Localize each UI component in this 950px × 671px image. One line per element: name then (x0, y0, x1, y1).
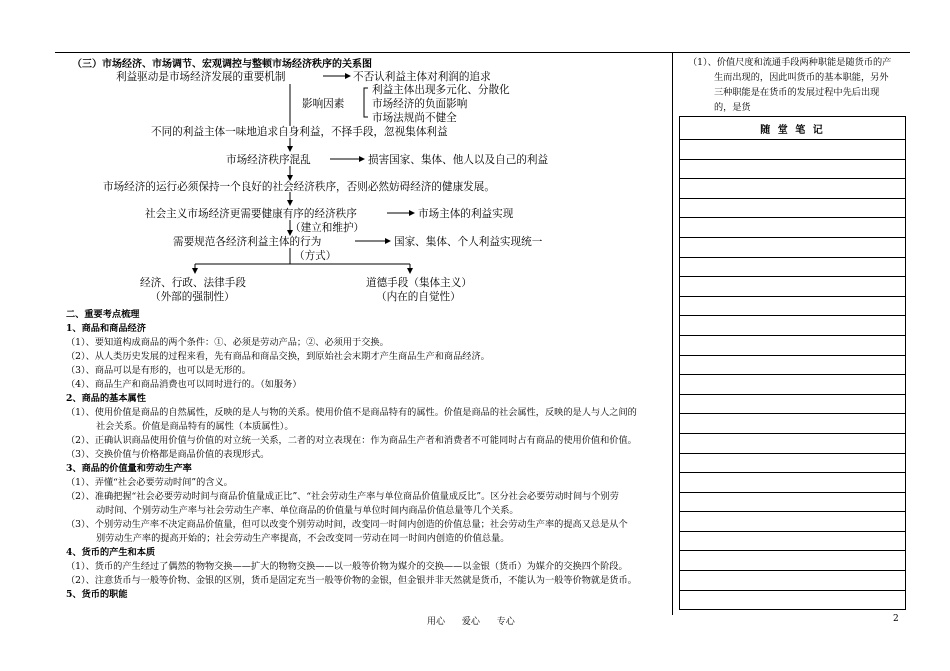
flow-label-establish: （建立和维护） (290, 222, 365, 234)
right-line-2: 生而出现的，因此叫货币的基本职能，另外 (714, 72, 889, 83)
notes-line[interactable] (680, 218, 906, 238)
notes-line[interactable] (680, 551, 906, 571)
flow-label-influence: 影响因素 (302, 98, 345, 110)
para-1-1: （1）、要知道构成商品的两个条件：①、必须是劳动产品；②、必须用于交换。 (66, 337, 389, 348)
flow-node-unity: 国家、集体、个人利益实现统一 (394, 236, 543, 248)
para-3-2: （2）、准确把握“社会必要劳动时间与商品价值量成正比”、“社会劳动生产率与单位商品价值量成反比”。区分社会必要劳动时间与个别劳 (66, 491, 619, 502)
notes-line[interactable] (680, 237, 906, 257)
heading-2: 2、商品的基本属性 (66, 393, 146, 404)
right-line-4: 的，是货 (714, 102, 751, 113)
notes-line[interactable] (680, 198, 906, 218)
section3-title: （三）市场经济、市场调节、宏观调控与整顿市场经济秩序的关系图 (72, 59, 372, 70)
notes-line[interactable] (680, 296, 906, 316)
footer-motto: 用心 爱心 专心 (427, 617, 515, 627)
para-2-1-cont: 社会关系。价值是商品特有的属性（本质属性）。 (96, 421, 294, 432)
notes-line[interactable] (680, 492, 906, 512)
para-4-1: （1）、货币的产生经过了偶然的物物交换——扩大的物物交换——以一般等价物为媒介的交换——以金银（货币）为媒介的交换四个阶段。 (66, 561, 628, 572)
para-2-2: （2）、正确认识商品使用价值与价值的对立统一关系，二者的对立表现在：作为商品生产者和消费者不可能同时占有商品的使用价值和价值。 (66, 435, 637, 446)
notes-line[interactable] (680, 473, 906, 493)
notes-line[interactable] (680, 414, 906, 434)
page-number: 2 (893, 614, 899, 624)
para-1-3: （3）、商品可以是有形的，也可以是无形的。 (66, 365, 251, 376)
para-3-2-cont: 动时间、个别劳动生产率与社会劳动生产率、单位商品的价值量与单位时间内商品价值总量等几个关系。 (96, 505, 519, 516)
flow-node-damage: 损害国家、集体、他人以及自己的利益 (368, 154, 549, 166)
flow-node-external: （外部的强制性） (150, 291, 235, 303)
flow-factor-3: 市场法规尚不健全 (372, 112, 457, 124)
heading-1: 1、商品和商品经济 (66, 323, 146, 334)
notes-line[interactable] (680, 571, 906, 591)
heading-3: 3、商品的价值量和劳动生产率 (66, 463, 192, 474)
notes-line[interactable] (680, 159, 906, 179)
flow-node-legal-means: 经济、行政、法律手段 (140, 277, 246, 289)
flow-node-interest-realization: 市场主体的利益实现 (418, 208, 514, 220)
flow-label-means: （方式） (294, 250, 337, 262)
notes-line[interactable] (680, 590, 906, 610)
flow-node-profit-drive: 利益驱动是市场经济发展的重要机制 (116, 71, 286, 83)
notes-line[interactable] (680, 335, 906, 355)
notes-line[interactable] (680, 316, 906, 336)
notes-line[interactable] (680, 257, 906, 277)
flow-node-self-interest: 不同的利益主体一味地追求自身利益，不择手段，忽视集体利益 (151, 126, 448, 138)
notes-line[interactable] (680, 355, 906, 375)
notes-line[interactable] (680, 531, 906, 551)
section2-title: 二、重要考点梳理 (66, 309, 140, 320)
flow-diagram-lines (0, 0, 672, 310)
flow-factor-1: 利益主体出现多元化、分散化 (372, 84, 510, 96)
right-line-3: 三种职能是在货币的发展过程中先后出现 (714, 87, 880, 98)
flow-node-good-order: 市场经济的运行必须保持一个良好的社会经济秩序，否则必然妨碍经济的健康发展。 (103, 181, 495, 193)
para-3-1: （1）、弄懂“社会必要劳动时间”的含义。 (66, 477, 233, 488)
para-1-4: （4）、商品生产和商品消费也可以同时进行的。（如服务） (66, 379, 302, 390)
para-3-3-cont: 别劳动生产率的提高开始的；社会劳动生产率提高，不会改变同一劳动在同一时间内创造的价值总量。 (96, 533, 510, 544)
para-2-1: （1）、使用价值是商品的自然属性，反映的是人与物的关系。使用价值不是商品特有的属性。价值是商品的社会属性，反映的是人与人之间的 (66, 407, 637, 418)
right-column-text (688, 55, 903, 115)
flow-node-regulate: 需要规范各经济利益主体的行为 (173, 236, 322, 248)
notes-line[interactable] (680, 140, 906, 160)
column-divider (672, 52, 673, 615)
notes-line[interactable] (680, 512, 906, 532)
notes-line[interactable] (680, 394, 906, 414)
heading-4: 4、货币的产生和本质 (66, 547, 156, 558)
notes-title: 随 堂 笔 记 (680, 117, 906, 140)
flow-node-profit-pursuit: 不否认利益主体对利润的追求 (353, 71, 491, 83)
flow-factor-2: 市场经济的负面影响 (372, 98, 468, 110)
heading-5: 5、货币的职能 (66, 589, 128, 600)
flow-node-market-disorder: 市场经济秩序混乱 (226, 154, 311, 166)
notes-table (679, 116, 906, 610)
flow-node-socialist-order: 社会主义市场经济更需要健康有序的经济秩序 (145, 208, 357, 220)
notes-line[interactable] (680, 375, 906, 395)
right-line-1: （1）、价值尺度和流通手段两种职能是随货币的产 (688, 57, 892, 68)
para-1-2: （2）、从人类历史发展的过程来看，先有商品和商品交换，到原始社会末期才产生商品生产和商品经济。 (66, 351, 490, 362)
para-2-3: （3）、交换价值与价格都是商品价值的表现形式。 (66, 449, 270, 460)
notes-line[interactable] (680, 433, 906, 453)
para-3-3: （3）、个别劳动生产率不决定商品价值量，但可以改变个别劳动时间，改变同一时间内创造的价值总量；社会劳动生产率的提高又总是从个 (66, 519, 628, 530)
para-4-2: （2）、注意货币与一般等价物、金银的区别，货币是固定充当一般等价物的金银，但金银并非天然就是货币，不能认为一般等价物就是货币。 (66, 575, 637, 586)
notes-line[interactable] (680, 277, 906, 297)
flow-node-internal: （内在的自觉性） (376, 291, 461, 303)
flow-node-moral-means: 道德手段（集体主义） (366, 277, 472, 289)
notes-line[interactable] (680, 179, 906, 199)
notes-line[interactable] (680, 453, 906, 473)
